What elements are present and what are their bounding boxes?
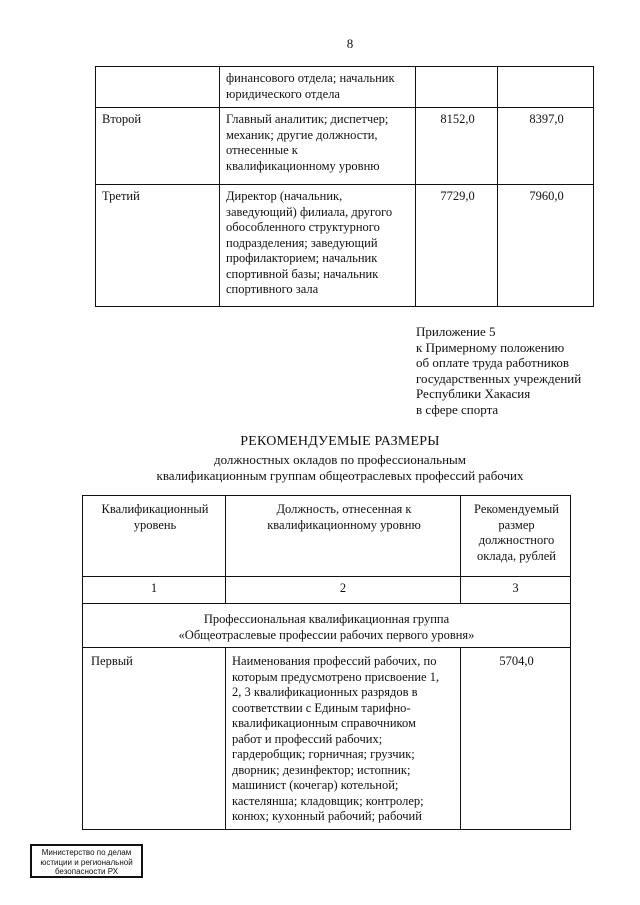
salary-cell: 8397,0 xyxy=(498,108,594,185)
ministry-stamp: Министерство по делам юстиции и региональной безопасности РХ xyxy=(30,844,143,878)
table-row xyxy=(96,185,594,307)
positions-cell: Главный аналитик; диспетчер; механик; другие должности, отнесенные к квалификационному уровню xyxy=(220,108,416,185)
document-subtitle-line: должностных окладов по профессиональным xyxy=(213,452,466,467)
document-subtitle-line: квалификационным группам общеотраслевых профессий рабочих xyxy=(156,468,524,483)
level-cell: Третий xyxy=(96,185,220,307)
column-header: Рекомендуемый размер должностного оклада, рублей xyxy=(461,496,571,577)
salary-table xyxy=(82,495,571,830)
table-header-row xyxy=(83,496,571,577)
salary-cell: 7960,0 xyxy=(498,185,594,307)
level-cell: Первый xyxy=(83,648,226,830)
salary-table-continuation xyxy=(95,66,594,307)
table-row xyxy=(83,648,571,830)
group-title: Профессиональная квалификационная группа «Общеотраслевые профессии рабочих первого уровня» xyxy=(83,604,571,648)
positions-cell: Наименования профессий рабочих, по которым предусмотрено присвоение 1, 2, 3 квалификационных разрядов в соответствии с Единым тарифно- квалификационным справочником работ и профессий рабочих; гардеробщик; горничная; грузчик; дворник; дезинфектор; истопник; машинист (кочегар) котельной; кастелянша; кладовщик; контролер; конюх; кухонный рабочий; рабочий xyxy=(226,648,461,830)
positions-cell: Директор (начальник, заведующий) филиала, другого обособленного структурного подразделения; заведующий профилакторием; начальник спортивной базы; начальник спортивного зала xyxy=(220,185,416,307)
positions-cell: финансового отдела; начальник юридического отдела xyxy=(220,67,416,108)
column-header: Должность, отнесенная к квалификационному уровню xyxy=(226,496,461,577)
column-index: 2 xyxy=(226,577,461,604)
table-row xyxy=(96,67,594,108)
document-title: РЕКОМЕНДУЕМЫЕ РАЗМЕРЫ xyxy=(240,434,440,449)
salary-cell: 5704,0 xyxy=(461,648,571,830)
appendix-caption: Приложение 5 к Примерному положению об оплате труда работников государственных учреждений Республики Хакасия в сфере спорта xyxy=(416,324,582,417)
column-header: Квалификационный уровень xyxy=(83,496,226,577)
column-index-row xyxy=(83,577,571,604)
column-index: 1 xyxy=(83,577,226,604)
group-row xyxy=(83,604,571,648)
salary-cell xyxy=(498,67,594,108)
level-cell: Второй xyxy=(96,108,220,185)
salary-cell: 8152,0 xyxy=(416,108,498,185)
salary-cell: 7729,0 xyxy=(416,185,498,307)
page-number: 8 xyxy=(346,36,354,51)
column-index: 3 xyxy=(461,577,571,604)
salary-cell xyxy=(416,67,498,108)
level-cell xyxy=(96,67,220,108)
table-row xyxy=(96,108,594,185)
